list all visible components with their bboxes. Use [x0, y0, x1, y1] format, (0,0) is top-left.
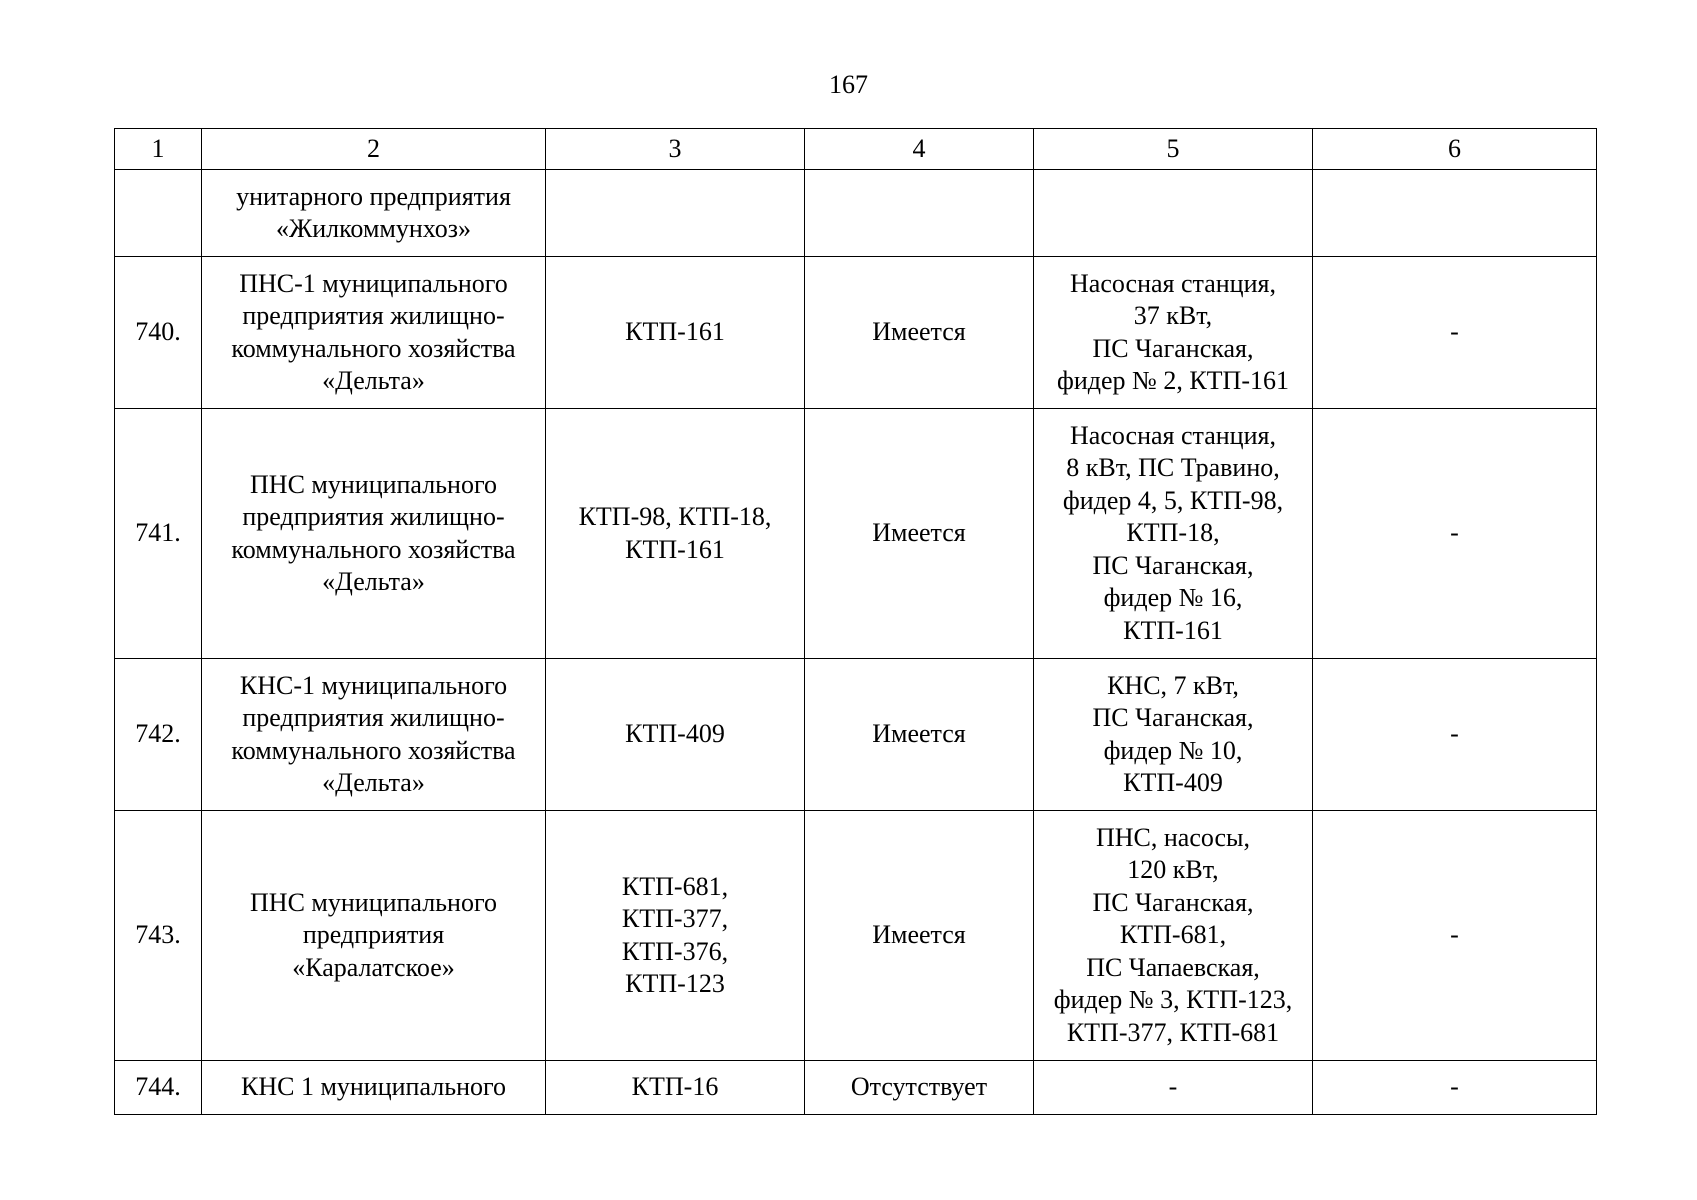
facility-name-cell: ПНС муниципального предприятия жилищно- коммунального хозяйства «Дельта» [202, 409, 546, 659]
column-header: 1 [115, 129, 202, 170]
table-row [115, 659, 1597, 811]
status-cell: Отсутствует [805, 1061, 1034, 1115]
note-cell: - [1313, 257, 1597, 409]
note-cell: - [1313, 409, 1597, 659]
row-number-cell: 741. [115, 409, 202, 659]
ktp-cell: КТП-409 [546, 659, 805, 811]
status-cell [805, 170, 1034, 257]
status-cell: Имеется [805, 659, 1034, 811]
column-header: 5 [1034, 129, 1313, 170]
row-number-cell [115, 170, 202, 257]
status-cell: Имеется [805, 409, 1034, 659]
table-row [115, 409, 1597, 659]
ktp-cell [546, 170, 805, 257]
facility-name-cell: унитарного предприятия «Жилкоммунхоз» [202, 170, 546, 257]
ktp-cell: КТП-16 [546, 1061, 805, 1115]
note-cell [1313, 170, 1597, 257]
facility-name-cell: ПНС муниципального предприятия «Каралатское» [202, 811, 546, 1061]
details-cell: - [1034, 1061, 1313, 1115]
table-row [115, 170, 1597, 257]
column-header: 3 [546, 129, 805, 170]
ktp-cell: КТП-98, КТП-18, КТП-161 [546, 409, 805, 659]
table-row [115, 1061, 1597, 1115]
details-cell [1034, 170, 1313, 257]
note-cell: - [1313, 811, 1597, 1061]
table-header-row [115, 129, 1597, 170]
table-row [115, 257, 1597, 409]
note-cell: - [1313, 1061, 1597, 1115]
table-row [115, 811, 1597, 1061]
row-number-cell: 744. [115, 1061, 202, 1115]
facility-name-cell: ПНС-1 муниципального предприятия жилищно- коммунального хозяйства «Дельта» [202, 257, 546, 409]
note-cell: - [1313, 659, 1597, 811]
ktp-cell: КТП-681, КТП-377, КТП-376, КТП-123 [546, 811, 805, 1061]
details-cell: ПНС, насосы, 120 кВт, ПС Чаганская, КТП-681, ПС Чапаевская, фидер № 3, КТП-123, КТП-377, КТП-681 [1034, 811, 1313, 1061]
row-number-cell: 740. [115, 257, 202, 409]
facility-name-cell: КНС 1 муниципального [202, 1061, 546, 1115]
status-cell: Имеется [805, 257, 1034, 409]
row-number-cell: 743. [115, 811, 202, 1061]
column-header: 4 [805, 129, 1034, 170]
details-cell: КНС, 7 кВт, ПС Чаганская, фидер № 10, КТП-409 [1034, 659, 1313, 811]
details-cell: Насосная станция, 8 кВт, ПС Травино, фидер 4, 5, КТП-98, КТП-18, ПС Чаганская, фидер № 16, КТП-161 [1034, 409, 1313, 659]
details-cell: Насосная станция, 37 кВт, ПС Чаганская, фидер № 2, КТП-161 [1034, 257, 1313, 409]
facility-name-cell: КНС-1 муниципального предприятия жилищно- коммунального хозяйства «Дельта» [202, 659, 546, 811]
status-cell: Имеется [805, 811, 1034, 1061]
column-header: 2 [202, 129, 546, 170]
column-header: 6 [1313, 129, 1597, 170]
page-number: 167 [829, 70, 868, 99]
ktp-cell: КТП-161 [546, 257, 805, 409]
row-number-cell: 742. [115, 659, 202, 811]
facilities-table [114, 128, 1597, 1115]
